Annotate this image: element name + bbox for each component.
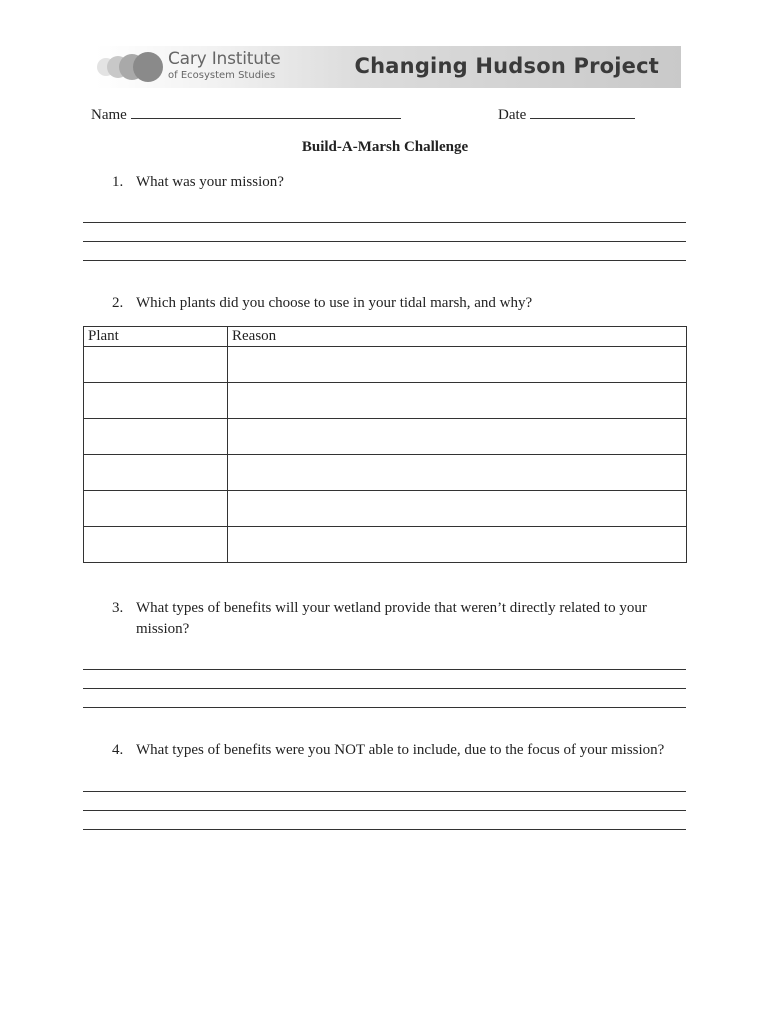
- plant-cell[interactable]: [84, 527, 228, 563]
- question-text: Which plants did you choose to use in your tidal marsh, and why?: [136, 295, 533, 311]
- table-row: [84, 383, 687, 419]
- question-3: [112, 598, 676, 640]
- answer-line[interactable]: [83, 241, 686, 242]
- plant-cell[interactable]: [84, 419, 228, 455]
- table-row: [84, 527, 687, 563]
- plant-cell[interactable]: [84, 491, 228, 527]
- reason-cell[interactable]: [228, 419, 687, 455]
- reason-cell[interactable]: [228, 491, 687, 527]
- answer-line[interactable]: [83, 791, 686, 792]
- table-row: [84, 347, 687, 383]
- question-number: 4.: [112, 742, 124, 758]
- logo-subtitle: of Ecosystem Studies: [168, 70, 276, 81]
- date-field: [498, 104, 635, 124]
- question-number: 2.: [112, 295, 124, 311]
- reason-cell[interactable]: [228, 347, 687, 383]
- header-banner: [96, 46, 681, 88]
- project-title: Changing Hudson Project: [354, 54, 659, 78]
- answer-line[interactable]: [83, 810, 686, 811]
- table-row: [84, 455, 687, 491]
- question-text: What was your mission?: [136, 174, 284, 190]
- question-text: What types of benefits were you NOT able to include, due to the focus of your mission?: [136, 742, 665, 758]
- question-number: 3.: [112, 600, 124, 616]
- table-row: [84, 419, 687, 455]
- question-2: [112, 293, 676, 314]
- question-1: [112, 172, 676, 193]
- plant-cell[interactable]: [84, 383, 228, 419]
- answer-line[interactable]: [83, 669, 686, 670]
- page-title: Build-A-Marsh Challenge: [301, 139, 469, 155]
- question-4: [112, 740, 676, 761]
- plant-cell[interactable]: [84, 455, 228, 491]
- reason-column-header: Reason: [228, 327, 687, 347]
- answer-line[interactable]: [83, 688, 686, 689]
- question-text: What types of benefits will your wetland provide that weren’t directly related to your mission?: [136, 600, 647, 637]
- reason-cell[interactable]: [228, 383, 687, 419]
- logo-text: [168, 50, 281, 82]
- answer-line[interactable]: [83, 829, 686, 830]
- question-number: 1.: [112, 174, 124, 190]
- table-header-row: [84, 327, 687, 347]
- answer-line[interactable]: [83, 222, 686, 223]
- logo-name: Cary Institute: [168, 49, 281, 69]
- date-line[interactable]: [530, 104, 635, 119]
- name-label: Name: [91, 107, 127, 123]
- date-label: Date: [498, 107, 527, 123]
- name-line[interactable]: [131, 104, 401, 119]
- answer-line[interactable]: [83, 707, 686, 708]
- plant-table: [83, 326, 687, 563]
- table-row: [84, 491, 687, 527]
- plant-cell[interactable]: [84, 347, 228, 383]
- reason-cell[interactable]: [228, 455, 687, 491]
- reason-cell[interactable]: [228, 527, 687, 563]
- cary-logo-icon: [96, 50, 166, 84]
- name-field: [91, 104, 401, 124]
- answer-line[interactable]: [83, 260, 686, 261]
- plant-column-header: Plant: [84, 327, 228, 347]
